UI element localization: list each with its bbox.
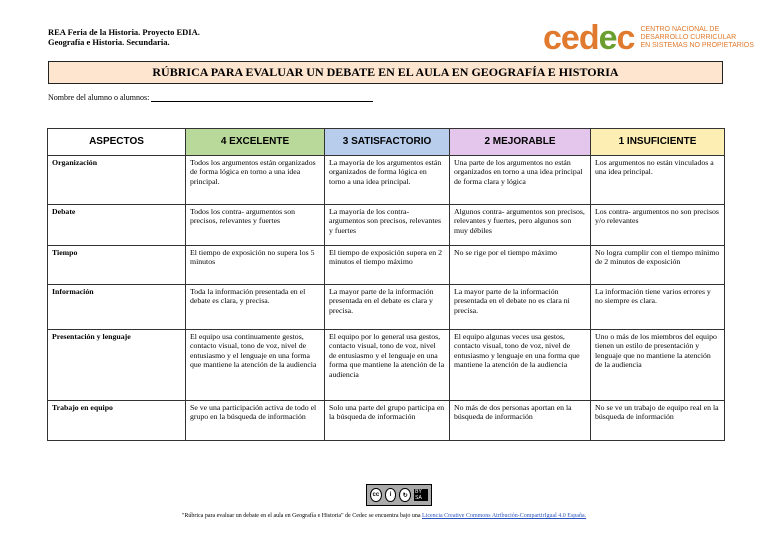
criterion-cell-4: Todos los argumentos están organizados de forma lógica en torno a una idea principal. bbox=[186, 156, 325, 205]
criterion-cell-2: El equipo algunas veces usa gestos, contacto visual, tono de voz, nivel de entusiasmo y lenguaje en una forma que mantiene la atención de la audiencia bbox=[450, 330, 591, 401]
logo-word-part: ced bbox=[543, 19, 599, 57]
header-improvable: 2 MEJORABLE bbox=[450, 129, 591, 156]
logo-word-part-end: c bbox=[616, 19, 635, 57]
criterion-cell-3: La mayoría de los contra-argumentos son precisos, relevantes y fuertes bbox=[325, 205, 450, 246]
logo-word-part-green: e bbox=[598, 19, 617, 57]
criterion-cell-1: Uno o más de los miembros del equipo tienen un estilo de presentación y lenguaje que no mantiene la atención de la audiencia bbox=[591, 330, 725, 401]
criterion-cell-2: No se rige por el tiempo máximo bbox=[450, 246, 591, 285]
criterion-cell-2: La mayor parte de la información presentada en el debate no es clara ni precisa. bbox=[450, 285, 591, 330]
logo-subtitle-line: EN SISTEMAS NO PROPIETARIOS bbox=[640, 42, 754, 49]
aspect-cell: Debate bbox=[48, 205, 186, 246]
aspect-cell: Presentación y lenguaje bbox=[48, 330, 186, 401]
criterion-cell-1: La información tiene varios errores y no siempre es clara. bbox=[591, 285, 725, 330]
criterion-cell-4: El tiempo de exposición no supera los 5 minutos bbox=[186, 246, 325, 285]
header-excellent: 4 EXCELENTE bbox=[186, 129, 325, 156]
criterion-cell-1: No logra cumplir con el tiempo mínimo de 2 minutos de exposición bbox=[591, 246, 725, 285]
criterion-cell-2: Algunos contra- argumentos son precisos, relevantes y fuertes, pero algunos son muy débiles bbox=[450, 205, 591, 246]
criterion-cell-4: Todos los contra- argumentos son precisos, relevantes y fuertes bbox=[186, 205, 325, 246]
criterion-cell-4: Se ve una participación activa de todo el grupo en la búsqueda de información bbox=[186, 401, 325, 441]
cedec-logo bbox=[543, 20, 754, 56]
cedec-logo-word bbox=[543, 20, 634, 56]
logo-subtitle-line: DESARROLLO CURRICULAR bbox=[640, 34, 737, 41]
sa-icon: ↻ bbox=[399, 488, 411, 502]
license-link[interactable]: Licencia Creative Commons Atribución-CompartirIgual 4.0 España. bbox=[422, 513, 587, 519]
criterion-cell-4: El equipo usa continuamente gestos, contacto visual, tono de voz, nivel de entusiasmo y el lenguaje en una forma que mantiene la atención de la audiencia bbox=[186, 330, 325, 401]
rubric-header-row bbox=[48, 129, 725, 156]
criterion-cell-3: La mayoría de los argumentos están organizados de forma lógica en torno a una idea principal. bbox=[325, 156, 450, 205]
student-name-field bbox=[48, 93, 373, 102]
student-name-label: Nombre del alumno o alumnos: bbox=[48, 93, 150, 102]
criterion-cell-2: No más de dos personas aportan en la búsqueda de información bbox=[450, 401, 591, 441]
criterion-cell-3: Solo una parte del grupo participa en la búsqueda de información bbox=[325, 401, 450, 441]
criterion-cell-3: La mayor parte de la información presentada en el debate es clara y precisa. bbox=[325, 285, 450, 330]
footer-text: "Rúbrica para evaluar un debate en el aula en Geografía e Historia" de Cedec se encuentra bajo una bbox=[181, 513, 422, 519]
header-project-line: REA Feria de la Historia. Proyecto EDIA. bbox=[48, 27, 200, 37]
rubric-title: RÚBRICA PARA EVALUAR UN DEBATE EN EL AULA EN GEOGRAFÍA E HISTORIA bbox=[48, 61, 723, 84]
table-row bbox=[48, 401, 725, 441]
criterion-cell-1: Los contra- argumentos no son precisos y/o relevantes bbox=[591, 205, 725, 246]
license-footer bbox=[0, 513, 768, 519]
cc-badge-label: BY SA bbox=[414, 489, 428, 501]
aspect-cell: Organización bbox=[48, 156, 186, 205]
aspect-cell: Trabajo en equipo bbox=[48, 401, 186, 441]
cc-icon: cc bbox=[370, 488, 382, 502]
criterion-cell-3: El equipo por lo general usa gestos, contacto visual, tono de voz, nivel de entusiasmo y el lenguaje en una forma que mantiene la atención de la audiencia bbox=[325, 330, 450, 401]
table-row bbox=[48, 285, 725, 330]
by-icon: i bbox=[385, 488, 397, 502]
student-name-underline bbox=[151, 93, 373, 102]
header-aspects: ASPECTOS bbox=[48, 129, 186, 156]
cc-license-badge[interactable] bbox=[366, 484, 432, 506]
table-row bbox=[48, 246, 725, 285]
document-header bbox=[48, 27, 200, 47]
criterion-cell-2: Una parte de los argumentos no están organizados en torno a una idea principal de forma clara y lógica bbox=[450, 156, 591, 205]
table-row bbox=[48, 330, 725, 401]
table-row bbox=[48, 156, 725, 205]
aspect-cell: Tiempo bbox=[48, 246, 186, 285]
rubric-table bbox=[47, 128, 725, 441]
header-subject-line: Geografía e Historia. Secundaria. bbox=[48, 37, 170, 47]
logo-subtitle-line: CENTRO NACIONAL DE bbox=[640, 26, 720, 33]
aspect-cell: Información bbox=[48, 285, 186, 330]
criterion-cell-1: Los argumentos no están vinculados a una idea principal. bbox=[591, 156, 725, 205]
header-satisfactory: 3 SATISFACTORIO bbox=[325, 129, 450, 156]
table-row bbox=[48, 205, 725, 246]
cedec-logo-subtitle bbox=[640, 26, 753, 50]
header-insufficient: 1 INSUFICIENTE bbox=[591, 129, 725, 156]
criterion-cell-4: Toda la información presentada en el debate es clara, y precisa. bbox=[186, 285, 325, 330]
criterion-cell-1: No se ve un trabajo de equipo real en la búsqueda de información bbox=[591, 401, 725, 441]
criterion-cell-3: El tiempo de exposición supera en 2 minutos el tiempo máximo bbox=[325, 246, 450, 285]
